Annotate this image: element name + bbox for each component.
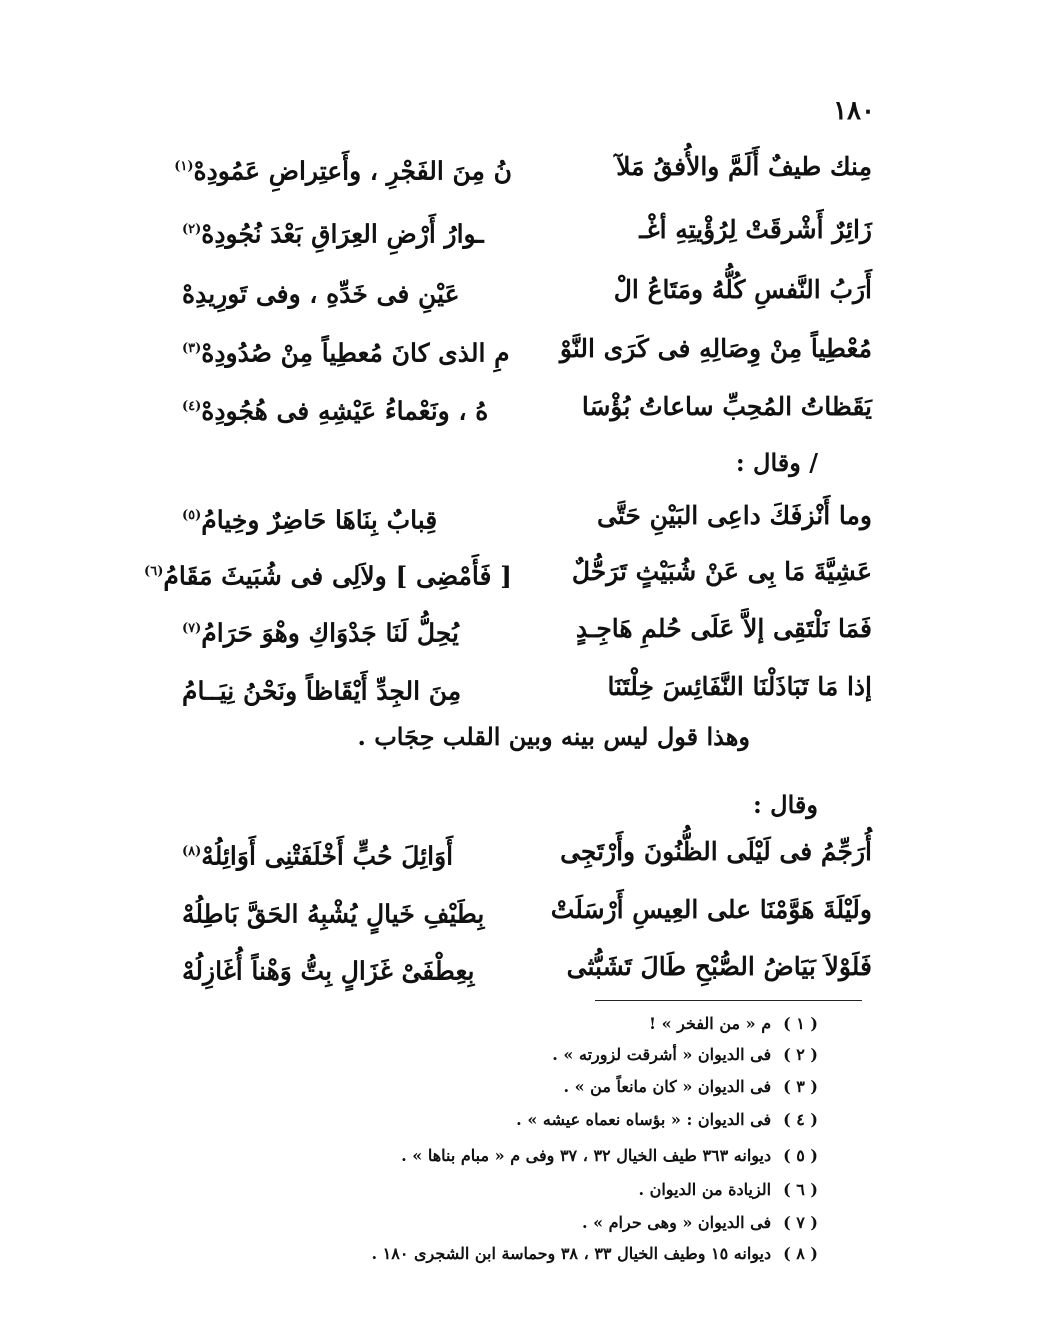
hemistich-text: أَوَائِلَ حُبٍّ أَخْلَفَتْنِى أَوَائِلُهْ bbox=[201, 841, 454, 871]
verse-line bbox=[182, 661, 872, 713]
footnote-ref: (١) bbox=[174, 159, 194, 174]
hemistich-text: يُحِلُّ لَنَا جَدْوَاكِ وهْوَ حَرَامُ bbox=[201, 618, 459, 648]
first-hemistich: وما أَنْزفَكَ داعِى البَيْنِ حَتَّى bbox=[597, 501, 872, 530]
footnote-ref: (٣) bbox=[182, 341, 202, 356]
hemistich-text: بِعِطْفَىْ غَزَالٍ بِتُّ وَهْناً أُغَازِلُهْ bbox=[182, 956, 475, 986]
footnote-separator bbox=[595, 1000, 862, 1001]
footnote bbox=[582, 1211, 818, 1235]
intro-said: / وقال : bbox=[735, 448, 818, 477]
verse-line bbox=[182, 381, 872, 433]
second-hemistich bbox=[182, 826, 512, 882]
footnote-number: ( ٦ ) bbox=[783, 1180, 818, 1199]
second-hemistich bbox=[182, 264, 512, 320]
second-hemistich bbox=[182, 490, 512, 546]
hemistich-text: مِنَ الجِدِّ أَيْقَاظاً ونَحْنُ نِيَــامُ bbox=[182, 676, 462, 706]
footnote-text: فى الديوان « أشرقت لزورته » . bbox=[552, 1045, 772, 1064]
footnote-text: فى الديوان : « بؤساه نعماه عيشه » . bbox=[516, 1110, 772, 1129]
footnote bbox=[401, 1144, 818, 1168]
verse-line bbox=[182, 941, 872, 993]
first-hemistich: مُعْطِياً مِنْ وِصَالِهِ فى كَرَى النَّوْ bbox=[559, 334, 872, 363]
first-hemistich: ولَيْلَةَ هَوَّمْنَا على العِيسِ أَرْسَلَتْ bbox=[550, 895, 872, 924]
verse-line bbox=[174, 141, 872, 193]
first-hemistich: مِنك طيفٌ أَلَمَّ والأُفقُ مَلآ bbox=[616, 152, 872, 181]
second-hemistich bbox=[182, 941, 512, 997]
hemistich-text: بِطَيْفِ خَيالٍ يُشْبِهُ الحَقَّ بَاطِلُهْ bbox=[182, 899, 485, 929]
footnote-text: ديوانه ٣٦٣ طيف الخيال ٣٢ ، ٣٧ وفى م « مبام بناها » . bbox=[401, 1146, 772, 1165]
footnote-number: ( ٥ ) bbox=[783, 1146, 818, 1165]
footnote-ref: (٢) bbox=[182, 222, 202, 237]
hemistich-text: عَيْنِ فى خَدِّهِ ، وفى تَورِيدِهْ bbox=[182, 279, 460, 309]
verse-line bbox=[182, 826, 872, 878]
hemistich-text: هُ ، ونَعْماءُ عَيْشِهِ فى هُجُودِهْ bbox=[201, 396, 489, 426]
footnote-text: فى الديوان « كان مانعاً من » . bbox=[563, 1077, 772, 1096]
second-hemistich bbox=[182, 603, 512, 659]
footnote-text: فى الديوان « وهى حرام » . bbox=[581, 1213, 772, 1232]
footnote bbox=[649, 1012, 818, 1036]
hemistich-text: ـوارُ أَرْضِ العِرَاقِ بَعْدَ نُجُودِهْ bbox=[201, 219, 484, 249]
page-number: ١٨٠ bbox=[833, 96, 875, 126]
verse-line bbox=[182, 490, 872, 542]
second-hemistich bbox=[174, 141, 512, 197]
prose-comment: وهذا قول ليس بينه وبين القلب حِجَاب . bbox=[357, 722, 750, 751]
verse-line bbox=[182, 884, 872, 936]
footnote-number: ( ٢ ) bbox=[783, 1045, 818, 1064]
first-hemistich: أَرَبُ النَّفسِ كُلُّهُ ومَتَاعُ الْ bbox=[613, 275, 872, 304]
footnote bbox=[552, 1043, 818, 1067]
first-hemistich: يَقَظاتُ المُحِبِّ ساعاتُ بُؤْسَا bbox=[581, 392, 872, 421]
footnote-ref: (٦) bbox=[144, 564, 164, 579]
second-hemistich bbox=[182, 323, 512, 379]
footnote-number: ( ٣ ) bbox=[783, 1077, 818, 1096]
footnote-number: ( ٨ ) bbox=[783, 1244, 818, 1263]
intro-said: وقال : bbox=[752, 790, 818, 819]
footnote-text: م « من الفخر » ! bbox=[649, 1014, 772, 1033]
first-hemistich: عَشِيَّةَ مَا بِى عَنْ شُبَيْثٍ تَرَحُّلٌ bbox=[571, 557, 872, 586]
footnote-number: ( ٤ ) bbox=[783, 1110, 818, 1129]
footnote-number: ( ٧ ) bbox=[783, 1213, 818, 1232]
first-hemistich: فَلَوْلاَ بَيَاضُ الصُّبْحِ طَالَ تَشَبُّثى bbox=[566, 952, 872, 981]
footnote-ref: (٧) bbox=[182, 621, 202, 636]
verse-line bbox=[182, 264, 872, 316]
second-hemistich bbox=[182, 661, 512, 717]
footnote-text: ديوانه ١٥ وطيف الخيال ٣٣ ، ٣٨ وحماسة ابن الشجرى ١٨٠ . bbox=[371, 1244, 772, 1263]
footnote-number: ( ١ ) bbox=[783, 1014, 818, 1033]
footnote-ref: (٨) bbox=[182, 844, 202, 859]
footnote-text: الزيادة من الديوان . bbox=[638, 1180, 772, 1199]
second-hemistich bbox=[182, 204, 512, 260]
hemistich-text: [ فَأَمْضِى ] ولاَلِى فى شُبَيثَ مَقَامُ bbox=[163, 561, 512, 591]
verse-line bbox=[182, 204, 872, 256]
footnote bbox=[638, 1178, 818, 1202]
first-hemistich: إذا مَا تَبَاذَلْنَا النَّفَائِسَ خِلْتَنَا bbox=[607, 672, 872, 701]
footnote bbox=[563, 1075, 818, 1099]
footnote-ref: (٤) bbox=[182, 399, 202, 414]
first-hemistich: زَائِرٌ أَشْرقَتْ لِرُؤْيتِهِ أغْـ bbox=[639, 215, 872, 244]
hemistich-text: نُ مِنَ الفَجْرِ ، وأَعتِراضِ عَمُودِهْ bbox=[193, 156, 512, 186]
verse-line bbox=[182, 603, 872, 655]
footnote bbox=[516, 1108, 818, 1132]
verse-line bbox=[182, 323, 872, 375]
first-hemistich: فَمَا نَلْتَقِى إلاَّ عَلَى حُلمِ هَاجِـدٍ bbox=[575, 614, 872, 643]
second-hemistich bbox=[182, 884, 512, 940]
hemistich-text: مِ الذى كانَ مُعطِياً مِنْ صُدُودِهْ bbox=[201, 338, 510, 368]
verse-line bbox=[144, 546, 872, 598]
second-hemistich bbox=[182, 381, 512, 437]
footnote bbox=[372, 1242, 818, 1266]
first-hemistich: أُرَجِّمُ فى لَيْلَى الظُّنُونَ وأَرْتَجِى bbox=[560, 837, 872, 866]
footnote-ref: (٥) bbox=[182, 508, 202, 523]
hemistich-text: قِبابٌ بِنَاهَا حَاضِرٌ وخِيامُ bbox=[201, 505, 438, 535]
second-hemistich bbox=[144, 546, 512, 602]
